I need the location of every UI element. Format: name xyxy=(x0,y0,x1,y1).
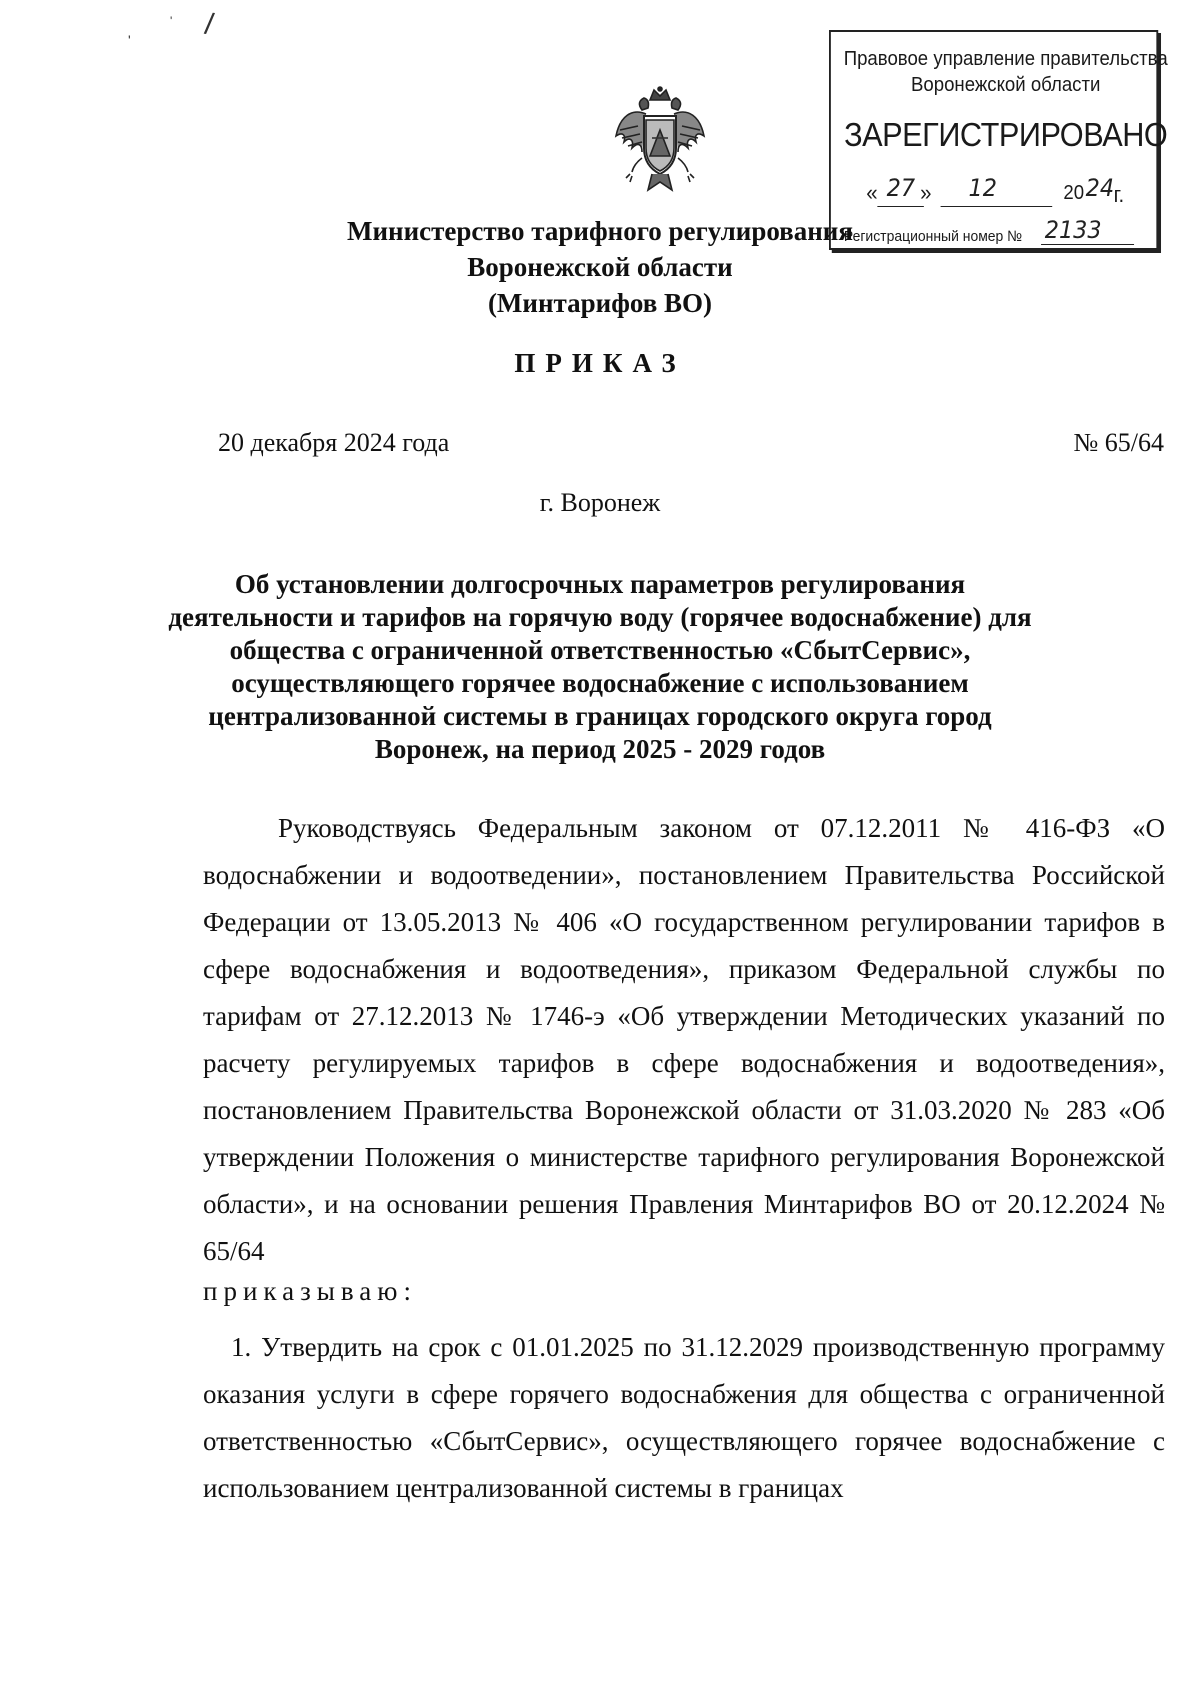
stamp-year-handwritten: 24 xyxy=(1085,174,1115,202)
document-date: 20 декабря 2024 года xyxy=(218,428,450,457)
preamble-paragraph: Руководствуясь Федеральным законом от 07.12.2011 № 416-ФЗ «О водоснабжении и водоотведении», постановлением Правительства Российской Федерации от 13.05.2013 № 406 «О государственном регулировании тарифов в сфере водоснабжения и водоотведения», приказом Федеральной службы по тарифам от 27.12.2013 № 1746-э «Об утверждении Методических указаний по расчету регулируемых тарифов в сфере водоснабжения и водоотведения», постановлением Правительства Воронежской области от 31.03.2020 № 283 «Об утверждении Положения о министерстве тарифного регулирования Воронежской области», и на основании решения Правления Минтарифов ВО от 20.12.2024 № 65/64 xyxy=(203,813,1165,1266)
stamp-day: 27 xyxy=(886,174,916,202)
title-line: Воронеж, на период 2025 - 2029 годов xyxy=(374,734,826,764)
coat-of-arms-icon xyxy=(612,86,708,198)
document-city: г. Воронеж xyxy=(539,488,661,517)
decree-word: приказываю: xyxy=(203,1276,417,1306)
stamp-number: 2133 xyxy=(1044,216,1102,244)
stamp-org-line: Правовое управление правительства xyxy=(843,48,1168,70)
ministry-abbreviation: (Минтарифов ВО) xyxy=(487,288,713,318)
ministry-name: Министерство тарифного регулирования xyxy=(347,216,853,246)
stamp-year-suffix: г. xyxy=(1113,182,1125,207)
item-1-paragraph: 1. Утвердить на срок с 01.01.2025 по 31.12.2029 производственную программу оказания услуги в сфере горячего водоснабжения для общества с ограниченной ответственностью «СбытСервис», осуществляющего горячее водоснабжение с использованием централизованной системы в границах xyxy=(203,1332,1165,1503)
title-line: Об установлении долгосрочных параметров регулирования xyxy=(234,569,966,599)
title-line: централизованной системы в границах городского округа город xyxy=(208,701,992,731)
scan-mark: ' xyxy=(128,32,131,48)
ministry-region: Воронежской области xyxy=(467,252,733,282)
stamp-underline xyxy=(941,206,1053,207)
stamp-quote-open: « xyxy=(866,180,878,205)
stamp-number-label: Регистрационный номер № xyxy=(843,228,1023,245)
title-line: общества с ограниченной ответственностью «СбытСервис», xyxy=(229,635,971,665)
stamp-month: 12 xyxy=(968,174,997,202)
scan-mark: ' xyxy=(170,14,173,28)
title-line: осуществляющего горячее водоснабжение с использованием xyxy=(231,668,969,698)
document-type: ПРИКАЗ xyxy=(514,348,686,378)
title-line: деятельности и тарифов на горячую воду (горячее водоснабжение) для xyxy=(168,602,1032,632)
stamp-year-prefix: 20 xyxy=(1063,182,1085,204)
stamp-registered-label: ЗАРЕГИСТРИРОВАНО xyxy=(844,116,1168,153)
stamp-underline xyxy=(877,206,924,207)
scan-mark: / xyxy=(202,7,216,42)
stamp-quote-close: » xyxy=(920,180,932,205)
stamp-org-line: Воронежской области xyxy=(910,74,1101,96)
document-number: № 65/64 xyxy=(1073,428,1164,457)
document-title xyxy=(150,568,1050,766)
